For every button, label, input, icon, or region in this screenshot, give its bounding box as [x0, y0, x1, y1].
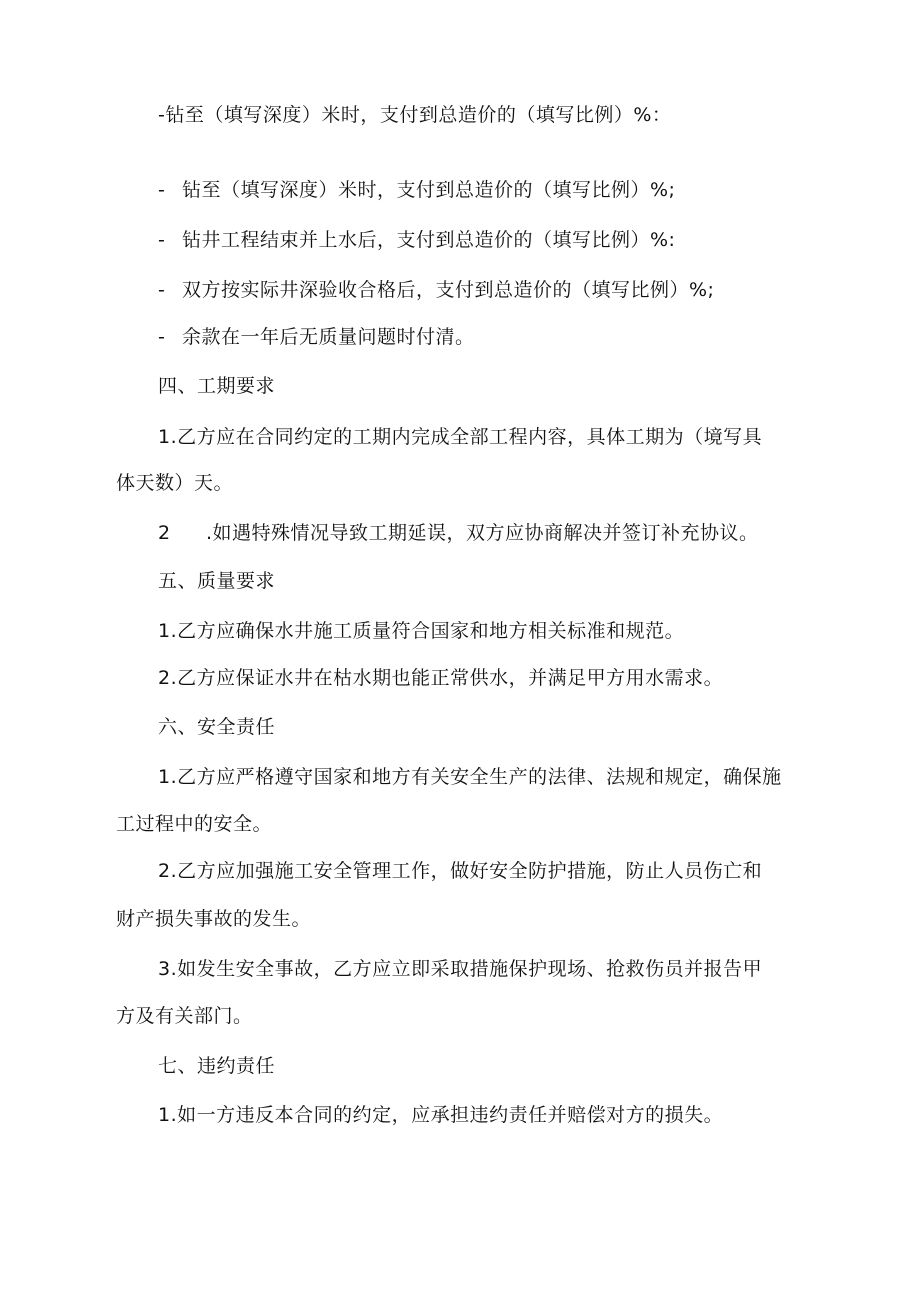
- para-text: .如一方违反本合同的约定，应承担违约责任并赔偿对方的损失。: [170, 1104, 724, 1126]
- schedule-para-2: [158, 521, 759, 545]
- para-number: 1: [158, 766, 171, 788]
- para-number: 1: [158, 620, 171, 642]
- bullet: -: [158, 279, 166, 301]
- payment-term-1: -钻至（填写深度）米时，支付到总造价的（填写比例）%：: [158, 104, 672, 126]
- para-text: .如遇特殊情况导致工期延误，双方应协商解决并签订补充协议。: [206, 522, 759, 544]
- safety-para-1-line-2: 工过程中的安全。: [116, 813, 273, 835]
- para-number: 1: [158, 426, 171, 448]
- payment-term-5: [158, 325, 475, 349]
- para-number: 2: [158, 860, 171, 882]
- payment-term-text: 余款在一年后无质量问题时付清。: [182, 326, 475, 348]
- section-heading-quality: 五、质量要求: [158, 570, 276, 592]
- breach-para-1: [158, 1103, 723, 1127]
- payment-term-2: [158, 178, 675, 202]
- payment-term-text: 钻至（填写深度）米时，支付到总造价的（填写比例）%;: [182, 179, 676, 201]
- schedule-para-1-line-1: [158, 425, 762, 449]
- para-text: .乙方应严格遵守国家和地方有关安全生产的法律、法规和规定，确保施: [170, 766, 782, 788]
- para-text: .如发生安全事故，乙方应立即采取措施保护现场、抢救伤员并报告甲: [170, 958, 763, 980]
- para-number: 1: [158, 1104, 171, 1126]
- para-number: 2: [158, 667, 171, 689]
- bullet: -: [158, 229, 166, 251]
- bullet: -: [158, 326, 166, 348]
- para-text: .乙方应加强施工安全管理工作，做好安全防护措施，防止人员伤亡和: [170, 860, 763, 882]
- schedule-para-1-line-2: 体天数）天。: [116, 472, 234, 494]
- para-text: .乙方应确保水井施工质量符合国家和地方相关标准和规范。: [170, 620, 685, 642]
- quality-para-1: [158, 619, 684, 643]
- para-number: 3: [158, 958, 171, 980]
- safety-para-2-line-1: [158, 859, 762, 883]
- section-heading-breach: 七、违约责任: [158, 1055, 276, 1077]
- section-heading-schedule: 四、工期要求: [158, 375, 276, 397]
- safety-para-1-line-1: [158, 765, 782, 789]
- bullet: -: [158, 179, 166, 201]
- para-text: .乙方应在合同约定的工期内完成全部工程内容，具体工期为（境写具: [170, 426, 763, 448]
- safety-para-2-line-2: 财产损失事故的发生。: [116, 908, 312, 930]
- payment-term-3: [158, 228, 675, 252]
- safety-para-3-line-2: 方及有关部门。: [116, 1005, 253, 1027]
- payment-term-text: 双方按实际井深验收合格后，支付到总造价的（填写比例）%;: [182, 279, 715, 301]
- payment-term-4: [158, 278, 714, 302]
- safety-para-3-line-1: [158, 957, 762, 981]
- quality-para-2: [158, 666, 723, 690]
- para-number: 2: [158, 522, 171, 544]
- para-text: .乙方应保证水井在枯水期也能正常供水，并满足甲方用水需求。: [170, 667, 724, 689]
- section-heading-safety: 六、安全责任: [158, 716, 276, 738]
- payment-term-text: 钻井工程结束并上水后，支付到总造价的（填写比例）%:: [182, 229, 676, 251]
